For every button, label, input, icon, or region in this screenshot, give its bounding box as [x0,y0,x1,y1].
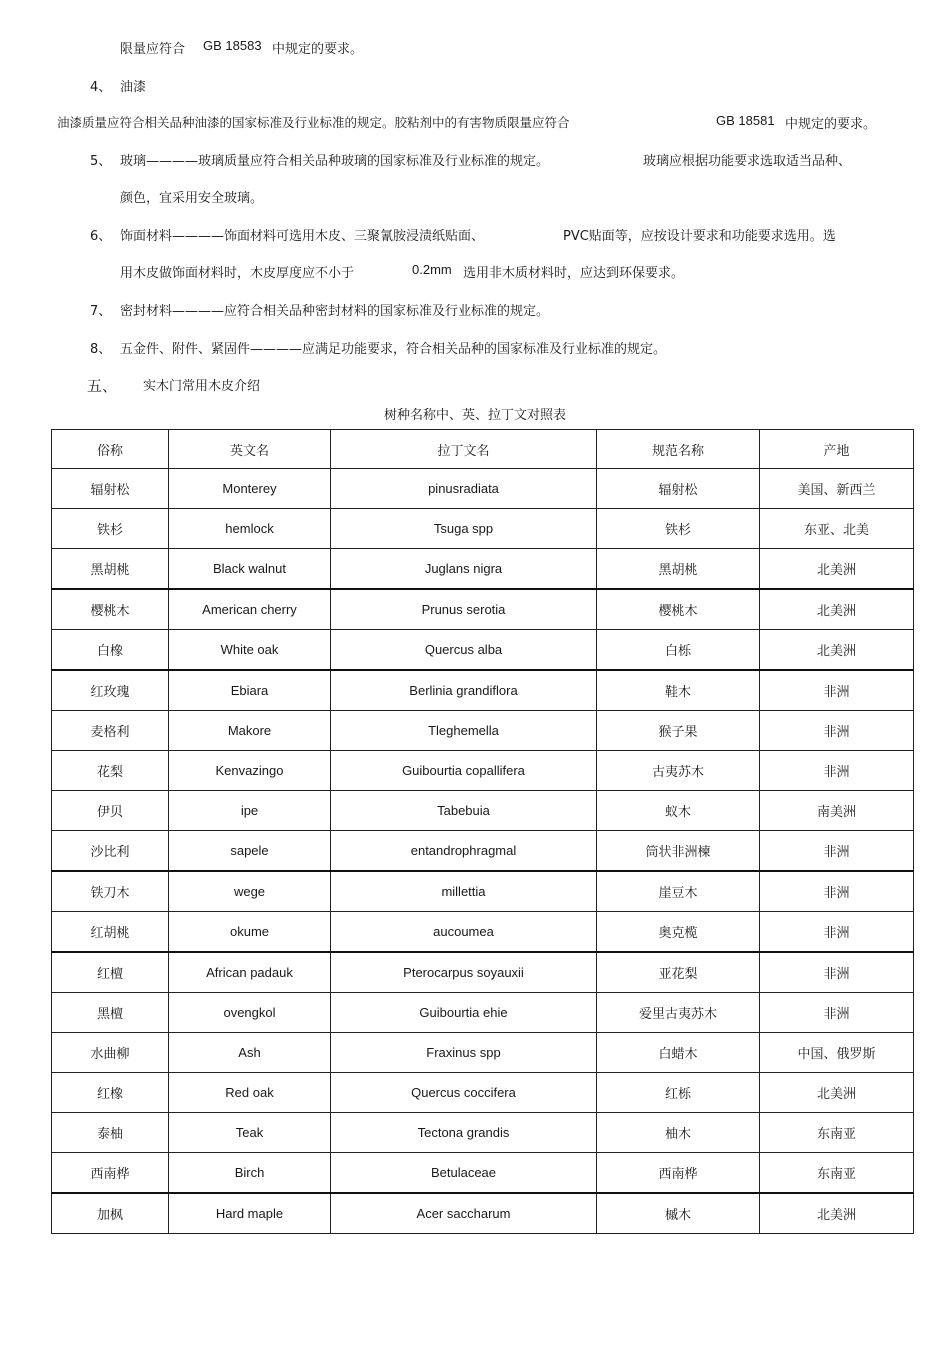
table-row [52,1073,914,1113]
cell-origin: 非洲 [760,711,914,751]
cell-common-name: 沙比利 [52,831,169,872]
table-row [52,1193,914,1234]
cell-origin: 东南亚 [760,1113,914,1153]
cell-latin-name: Guibourtia copallifera [331,751,597,791]
cell-common-name: 樱桃木 [52,589,169,630]
cell-latin-name: pinusradiata [331,469,597,509]
table-row [52,589,914,630]
cell-latin-name: Berlinia grandiflora [331,670,597,711]
cell-origin: 美国、新西兰 [760,469,914,509]
para-0-text-c: 中规定的要求。 [272,42,364,57]
table-row [52,670,914,711]
table-caption: 树种名称中、英、拉丁文对照表 [383,408,566,423]
cell-origin: 北美洲 [760,589,914,630]
cell-origin: 东亚、北美 [760,509,914,549]
cell-origin: 非洲 [760,952,914,993]
para-0-standard: GB 18583 [203,38,262,53]
cell-latin-name: Tsuga spp [331,509,597,549]
cell-origin: 非洲 [760,751,914,791]
table-row [52,469,914,509]
item-8-number: 8、 [90,342,112,357]
cell-english-name: ipe [169,791,331,831]
table-row [52,1033,914,1073]
cell-latin-name: Juglans nigra [331,549,597,590]
cell-standard-name: 铁杉 [597,509,760,549]
item-6-thickness: 0.2mm [412,262,452,277]
header-origin: 产地 [760,430,914,469]
cell-latin-name: Tabebuia [331,791,597,831]
cell-standard-name: 黑胡桃 [597,549,760,590]
cell-common-name: 黑檀 [52,993,169,1033]
cell-standard-name: 猴子果 [597,711,760,751]
header-english-name: 英文名 [169,430,331,469]
cell-standard-name: 古夷苏木 [597,751,760,791]
cell-latin-name: Quercus coccifera [331,1073,597,1113]
table-row [52,1153,914,1194]
cell-common-name: 西南桦 [52,1153,169,1194]
cell-latin-name: Tleghemella [331,711,597,751]
cell-english-name: okume [169,912,331,953]
cell-origin: 北美洲 [760,549,914,590]
cell-standard-name: 西南桦 [597,1153,760,1194]
cell-latin-name: Pterocarpus soyauxii [331,952,597,993]
cell-standard-name: 樱桃木 [597,589,760,630]
cell-common-name: 黑胡桃 [52,549,169,590]
cell-english-name: hemlock [169,509,331,549]
cell-standard-name: 辐射松 [597,469,760,509]
cell-common-name: 红胡桃 [52,912,169,953]
table-row [52,912,914,953]
cell-origin: 非洲 [760,831,914,872]
cell-common-name: 花梨 [52,751,169,791]
cell-latin-name: Quercus alba [331,630,597,671]
cell-latin-name: aucoumea [331,912,597,953]
cell-english-name: African padauk [169,952,331,993]
section-title: 实木门常用木皮介绍 [143,379,261,394]
cell-latin-name: Guibourtia ehie [331,993,597,1033]
cell-standard-name: 槭木 [597,1193,760,1234]
cell-standard-name: 白栎 [597,630,760,671]
cell-latin-name: entandrophragmal [331,831,597,872]
table-row [52,831,914,872]
cell-english-name: wege [169,871,331,912]
cell-common-name: 伊贝 [52,791,169,831]
cell-common-name: 红玫瑰 [52,670,169,711]
section-number: 五、 [87,377,118,395]
cell-standard-name: 柚木 [597,1113,760,1153]
cell-origin: 北美洲 [760,630,914,671]
table-row [52,871,914,912]
cell-standard-name: 奥克榄 [597,912,760,953]
item-4-body-a: 油漆质量应符合相关品种油漆的国家标准及行业标准的规定。胶粘剂中的有害物质限量应符合 [57,115,570,130]
table-row [52,993,914,1033]
cell-common-name: 铁杉 [52,509,169,549]
cell-latin-name: Acer saccharum [331,1193,597,1234]
item-4-number: 4、 [90,80,112,95]
cell-standard-name: 崖豆木 [597,871,760,912]
cell-origin: 非洲 [760,871,914,912]
cell-common-name: 辐射松 [52,469,169,509]
cell-latin-name: millettia [331,871,597,912]
cell-english-name: Birch [169,1153,331,1194]
item-5-number: 5、 [90,154,112,169]
cell-standard-name: 亚花梨 [597,952,760,993]
table-row [52,952,914,993]
header-latin-name: 拉丁文名 [331,430,597,469]
item-7-number: 7、 [90,304,112,319]
cell-latin-name: Betulaceae [331,1153,597,1194]
item-4-title: 油漆 [120,80,147,95]
item-5-text-c: 颜色，宜采用安全玻璃。 [120,191,264,206]
para-0-text-a: 限量应符合 [120,42,186,57]
cell-common-name: 红橡 [52,1073,169,1113]
cell-origin: 南美洲 [760,791,914,831]
cell-english-name: Ash [169,1033,331,1073]
item-4-standard: GB 18581 [716,113,775,128]
cell-english-name: sapele [169,831,331,872]
item-4-body-c: 中规定的要求。 [785,117,877,132]
cell-english-name: Red oak [169,1073,331,1113]
cell-common-name: 加枫 [52,1193,169,1234]
cell-english-name: White oak [169,630,331,671]
cell-english-name: Ebiara [169,670,331,711]
item-5-text-b: 玻璃应根据功能要求选取适当品种、 [643,154,852,169]
cell-english-name: ovengkol [169,993,331,1033]
header-common-name: 俗称 [52,430,169,469]
table-row [52,1113,914,1153]
cell-common-name: 泰柚 [52,1113,169,1153]
table-row [52,509,914,549]
cell-english-name: Makore [169,711,331,751]
cell-english-name: Teak [169,1113,331,1153]
cell-standard-name: 蚁木 [597,791,760,831]
cell-origin: 非洲 [760,993,914,1033]
cell-common-name: 麦格利 [52,711,169,751]
item-6-text-c: 用木皮做饰面材料时，木皮厚度应不小于 [120,266,355,281]
cell-standard-name: 红栎 [597,1073,760,1113]
cell-standard-name: 鞋木 [597,670,760,711]
item-8-text: 五金件、附件、紧固件————应满足功能要求，符合相关品种的国家标准及行业标准的规定。 [120,342,667,357]
cell-common-name: 铁刀木 [52,871,169,912]
cell-origin: 东南亚 [760,1153,914,1194]
header-standard-name: 规范名称 [597,430,760,469]
cell-latin-name: Tectona grandis [331,1113,597,1153]
item-6-text-b: PVC贴面等，应按设计要求和功能要求选用。选 [563,229,836,244]
cell-english-name: American cherry [169,589,331,630]
cell-english-name: Hard maple [169,1193,331,1234]
cell-origin: 北美洲 [760,1193,914,1234]
table-header-row [52,430,914,469]
cell-english-name: Monterey [169,469,331,509]
table-row [52,549,914,590]
item-6-text-a: 饰面材料————饰面材料可选用木皮、三聚氰胺浸渍纸贴面、 [120,229,485,244]
item-6-text-e: 选用非木质材料时，应达到环保要求。 [463,266,685,281]
cell-origin: 非洲 [760,912,914,953]
wood-species-table [51,429,914,1234]
cell-latin-name: Fraxinus spp [331,1033,597,1073]
cell-origin: 中国、俄罗斯 [760,1033,914,1073]
cell-common-name: 红檀 [52,952,169,993]
cell-common-name: 白橡 [52,630,169,671]
table-row [52,630,914,671]
cell-english-name: Black walnut [169,549,331,590]
item-5-text-a: 玻璃————玻璃质量应符合相关品种玻璃的国家标准及行业标准的规定。 [120,154,550,169]
table-row [52,711,914,751]
cell-standard-name: 筒状非洲楝 [597,831,760,872]
cell-common-name: 水曲柳 [52,1033,169,1073]
cell-origin: 北美洲 [760,1073,914,1113]
cell-latin-name: Prunus serotia [331,589,597,630]
table-row [52,791,914,831]
cell-origin: 非洲 [760,670,914,711]
cell-standard-name: 爱里古夷苏木 [597,993,760,1033]
item-6-number: 6、 [90,229,112,244]
table-row [52,751,914,791]
item-7-text: 密封材料————应符合相关品种密封材料的国家标准及行业标准的规定。 [120,304,550,319]
cell-standard-name: 白蜡木 [597,1033,760,1073]
cell-english-name: Kenvazingo [169,751,331,791]
